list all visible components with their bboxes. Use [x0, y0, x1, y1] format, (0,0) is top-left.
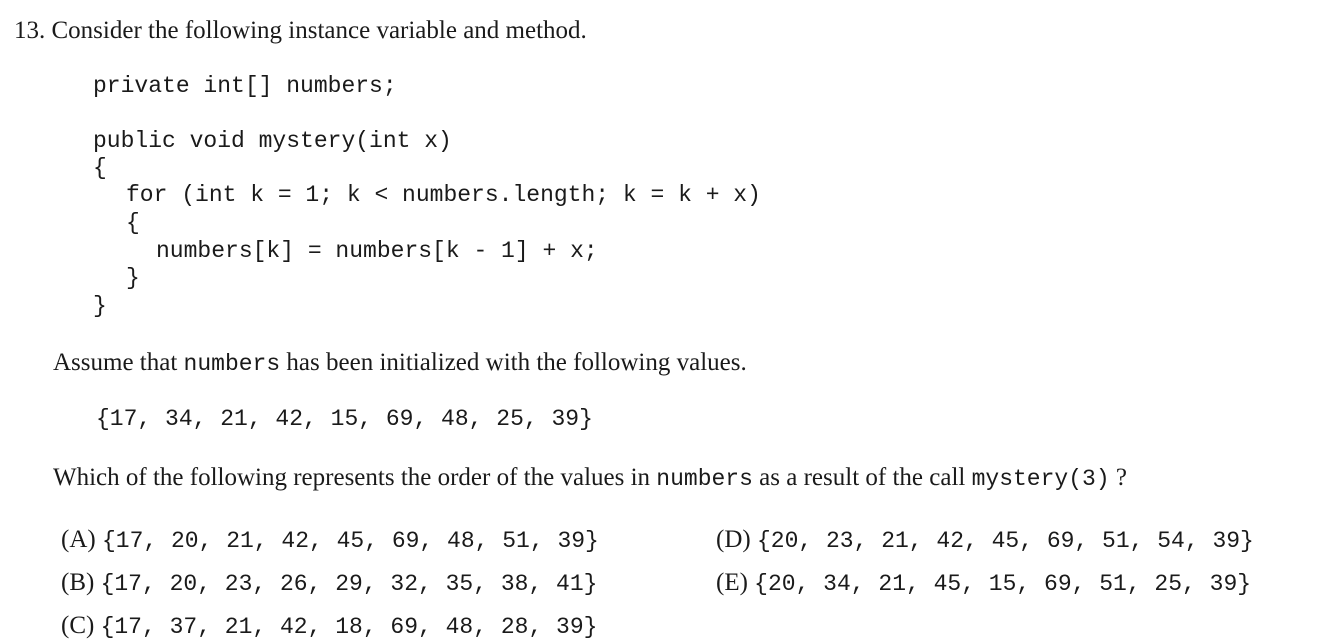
code-close-brace: }	[93, 293, 107, 319]
choice-c-values: {17, 37, 21, 42, 18, 69, 48, 28, 39}	[100, 614, 598, 640]
choice-a-letter: (A)	[61, 526, 102, 553]
prompt2-call: mystery(3)	[971, 466, 1110, 492]
code-open-brace: {	[93, 155, 107, 181]
assumption-sentence	[53, 350, 747, 376]
prompt2-prefix: Which of the following represents the order of the values in	[53, 464, 657, 491]
choice-e-letter: (E)	[716, 569, 755, 596]
code-declaration: private int[] numbers;	[93, 73, 397, 99]
choice-b-values: {17, 20, 23, 26, 29, 32, 35, 38, 41}	[100, 571, 598, 597]
initial-values: {17, 34, 21, 42, 15, 69, 48, 25, 39}	[96, 406, 593, 432]
choice-d-values: {20, 23, 21, 42, 45, 69, 51, 54, 39}	[756, 528, 1254, 554]
choice-e[interactable]	[708, 554, 1251, 596]
choice-a[interactable]	[53, 511, 599, 553]
question-prompt: 13. Consider the following instance variable and method.	[14, 17, 587, 44]
code-for-line: for (int k = 1; k < numbers.length; k = k + x)	[126, 182, 761, 208]
question-prompt-2	[53, 465, 1127, 491]
prompt2-middle: as a result of the call	[752, 464, 972, 491]
choice-e-values: {20, 34, 21, 45, 15, 69, 51, 25, 39}	[754, 571, 1252, 597]
choice-a-values: {17, 20, 21, 42, 45, 69, 48, 51, 39}	[101, 528, 599, 554]
code-body-line: numbers[k] = numbers[k - 1] + x;	[156, 238, 598, 264]
assumption-var: numbers	[183, 351, 281, 377]
assumption-prefix: Assume that	[53, 349, 184, 376]
choice-b[interactable]	[53, 554, 597, 596]
choice-d[interactable]	[708, 511, 1254, 553]
choice-d-letter: (D)	[716, 526, 757, 553]
assumption-suffix: has been initialized with the following values.	[280, 349, 747, 376]
code-for-open-brace: {	[126, 210, 140, 236]
code-method-signature: public void mystery(int x)	[93, 128, 452, 154]
choice-c-letter: (C)	[61, 612, 101, 639]
choice-b-letter: (B)	[61, 569, 101, 596]
code-for-close-brace: }	[126, 265, 140, 291]
choice-c[interactable]	[53, 597, 597, 639]
prompt2-var: numbers	[656, 466, 753, 492]
prompt2-suffix: ?	[1109, 464, 1127, 491]
